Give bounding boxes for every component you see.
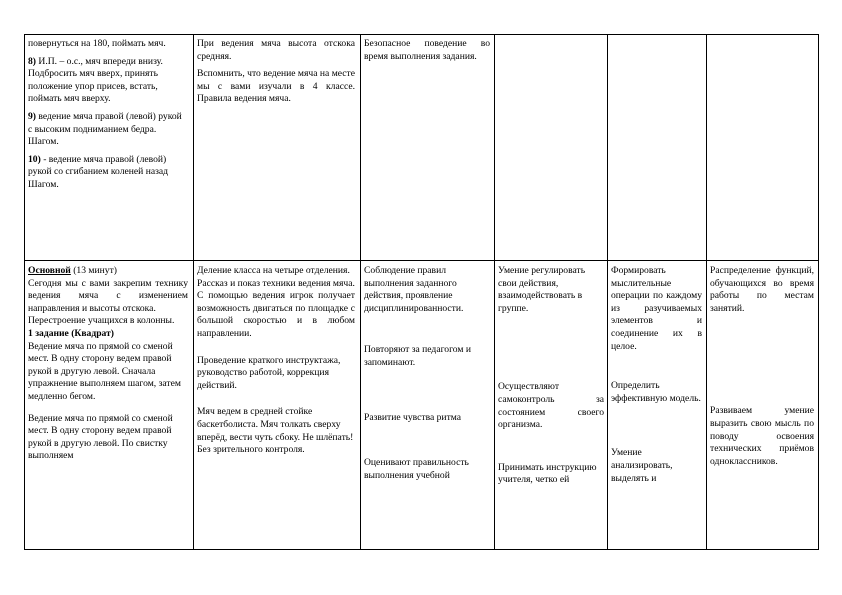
- table-border: [24, 549, 819, 550]
- text-paragraph: Сегодня мы с вами закрепим технику ведения мяча с изменением направления и высоты отскока.: [28, 277, 188, 314]
- text-paragraph: [28, 56, 188, 106]
- heading-duration: (13 минут): [70, 265, 117, 276]
- row2-col2-cell: [197, 265, 355, 462]
- text-paragraph: Деление класса на четыре отделения.: [197, 265, 350, 276]
- table-border: [818, 34, 819, 550]
- task-heading: 1 задание (Квадрат): [28, 327, 114, 339]
- lesson-plan-table: [24, 34, 819, 550]
- text-paragraph: [28, 111, 188, 149]
- row2-col5-cell: [611, 265, 702, 490]
- row1-col3-cell: [364, 38, 490, 68]
- text-paragraph: повернуться на 180, поймать мяч.: [28, 38, 166, 49]
- text-paragraph: Рассказ и показ техники ведения мяча.: [197, 277, 355, 289]
- column-divider: [360, 34, 361, 550]
- text-paragraph: При ведения мяча высота отскока средняя.: [197, 38, 355, 62]
- row2-col4-cell: [498, 265, 604, 492]
- text-paragraph: Умение анализировать, выделять и: [611, 447, 673, 484]
- table-border: [24, 34, 819, 35]
- text-paragraph: Безопасное поведение во время выполнения задания.: [364, 38, 490, 62]
- column-divider: [193, 34, 194, 550]
- text-paragraph: Вспомнить, что ведение мяча на месте мы с вами изучали в 4 классе. Правила ведения мяча.: [197, 68, 355, 105]
- text-paragraph: Развитие чувства ритма: [364, 411, 462, 423]
- text-paragraph: Ведение мяча по прямой со сменой мест. В одну сторону ведем правой рукой в другую левой. Сначала упражнение выполняем шагом, затем медленно бегом.: [28, 340, 181, 402]
- text-paragraph: Проведение краткого инструктажа, руководство работой, коррекция действий.: [197, 354, 341, 391]
- item-text: - ведение мяча правой (левой) рукой со сгибанием коленей назад Шагом.: [28, 153, 169, 190]
- item-text: И.П. – о.с., мяч впереди внизу. Подбросить мяч вверх, принять положение упор присев, встать, поймать мяч вверху.: [28, 55, 163, 105]
- text-paragraph: С помощью ведения игрок получает возможность двигаться по площадке с большой скоростью и в любом направлении.: [197, 290, 355, 339]
- text-paragraph: [28, 154, 188, 192]
- row2-col1-cell: [28, 265, 188, 468]
- column-divider: [494, 34, 495, 550]
- heading-label: Основной: [28, 265, 71, 276]
- row1-col2-cell: [197, 38, 355, 111]
- text-paragraph: Осуществляют самоконтроль за состоянием своего организма.: [498, 381, 604, 431]
- section-heading: [28, 265, 188, 278]
- text-paragraph: Соблюдение правил выполнения заданного действия, проявление дисциплинированности.: [364, 265, 464, 314]
- item-number: 9): [28, 110, 36, 122]
- text-paragraph: Перестроение учащихся в колонны.: [28, 315, 175, 327]
- text-paragraph: Повторяют за педагогом и запоминают.: [364, 344, 471, 368]
- row2-col3-cell: [364, 265, 490, 487]
- row2-col6-cell: [710, 265, 814, 473]
- item-text: ведение мяча правой (левой) рукой с высоким подниманием бедра. Шагом.: [28, 110, 182, 148]
- text-paragraph: Оценивают правильность выполнения учебной: [364, 457, 469, 481]
- text-paragraph: Формировать мыслительные операции по каждому из разучиваемых элементов и соединение их в целое.: [611, 265, 702, 352]
- text-paragraph: Умение регулировать свои действия, взаимодействовать в группе.: [498, 265, 586, 314]
- row1-col1-cell: [28, 38, 188, 197]
- text-paragraph: Распределение функций, обучающихся во время работы по местам занятий.: [710, 265, 814, 314]
- row-divider: [24, 260, 819, 261]
- item-number: 8): [28, 55, 36, 67]
- column-divider: [607, 34, 608, 550]
- text-paragraph: Ведение мяча по прямой со сменой мест. В одну сторону ведем правой рукой в другую левой. По свистку выполняем: [28, 412, 173, 462]
- table-border: [24, 34, 25, 550]
- text-paragraph: Мяч ведем в средней стойке баскетболиста. Мяч толкать сверху вперёд, вести чуть сбоку. Не шлёпать! Без зрительного контроля.: [197, 406, 354, 456]
- text-paragraph: Принимать инструкцию учителя, четко ей: [498, 461, 597, 486]
- column-divider: [706, 34, 707, 550]
- text-paragraph: Развиваем умение выразить свою мысль по поводу освоения технических приёмов одноклассников.: [710, 405, 814, 467]
- item-number: 10): [28, 153, 41, 165]
- text-paragraph: Определить эффективную модель.: [611, 380, 701, 404]
